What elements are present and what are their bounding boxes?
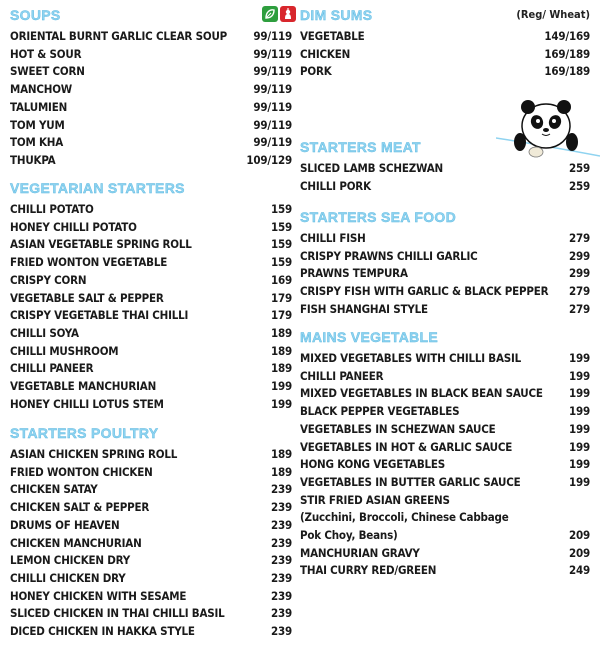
section-heading-soups: SOUPS: [10, 7, 61, 23]
menu-item-price: 199: [569, 386, 590, 401]
menu-item: [300, 456, 590, 473]
menu-item-price: 159: [271, 255, 292, 270]
menu-item-price: 99/119: [253, 64, 292, 79]
menu-item: [10, 272, 292, 289]
menu-item-name: ASIAN VEGETABLE SPRING ROLL: [10, 237, 192, 252]
menu-item: [10, 343, 292, 360]
menu-item: [10, 464, 292, 481]
menu-item: [10, 63, 292, 80]
menu-item: [10, 254, 292, 271]
menu-item-name: SWEET CORN: [10, 64, 85, 79]
menu-item: [300, 385, 590, 402]
menu-item-name: CHICKEN SALT & PEPPER: [10, 500, 150, 515]
menu-item: [10, 588, 292, 605]
menu-item-price: 189: [271, 343, 292, 358]
menu-item-price: 239: [271, 553, 292, 568]
section-heading-mains-vegetable: MAINS VEGETABLE: [300, 329, 439, 345]
dimsum-price-note: (Reg/ Wheat): [516, 8, 590, 21]
menu-item: [10, 481, 292, 498]
menu-item: [10, 236, 292, 253]
menu-item-price: 279: [569, 284, 590, 299]
menu-item-name: CHILLI CHICKEN DRY: [10, 570, 126, 585]
menu-item: [300, 46, 590, 63]
menu-item: [300, 439, 590, 456]
menu-item: [10, 517, 292, 534]
menu-item: [10, 360, 292, 377]
menu-item-price: 99/119: [253, 99, 292, 114]
diet-badges: [262, 6, 296, 22]
menu-item-name: VEGETABLES IN SCHEZWAN SAUCE: [300, 421, 496, 436]
menu-item-name: CHILLI POTATO: [10, 202, 94, 216]
menu-item-name: FRIED WONTON CHICKEN: [10, 464, 153, 479]
menu-item: [300, 248, 590, 265]
menu-item-price: 239: [271, 570, 292, 585]
menu-item-price: 169/189: [544, 46, 590, 61]
menu-item-price: 209: [569, 528, 590, 542]
menu-item-name: FISH SHANGHAI STYLE: [300, 301, 428, 316]
menu-item-price: 299: [569, 248, 590, 263]
menu-item-name: CHILLI PANEER: [300, 368, 384, 383]
menu-item-name: CHICKEN MANCHURIAN: [10, 535, 142, 550]
menu-item-price: 179: [271, 308, 292, 323]
menu-item-price: 239: [271, 606, 292, 621]
menu-item-name: HONG KONG VEGETABLES: [300, 457, 446, 472]
menu-item-name: MANCHURIAN GRAVY: [300, 545, 420, 560]
menu-item-price: 99/119: [253, 135, 292, 150]
menu-item-name: SLICED CHICKEN IN THAI CHILLI BASIL: [10, 606, 225, 621]
menu-item-name: TOM YUM: [10, 117, 65, 132]
menu-item: [300, 28, 590, 45]
menu-item: [10, 99, 292, 116]
chicken-icon: [280, 6, 296, 22]
menu-item-price: 259: [569, 178, 590, 193]
menu-item-name: HOT & SOUR: [10, 46, 82, 61]
menu-item-price: 159: [271, 202, 292, 216]
menu-item: [300, 474, 590, 491]
menu-item-price: 259: [569, 161, 590, 175]
menu-item-price: 279: [569, 231, 590, 245]
menu-item-name: HONEY CHICKEN WITH SESAME: [10, 588, 187, 603]
menu-item-price: 199: [569, 368, 590, 383]
menu-item-name: (Zucchini, Broccoli, Chinese Cabbage: [300, 510, 509, 525]
menu-item: [10, 623, 292, 640]
menu-item: [300, 421, 590, 438]
menu-item-name: CHICKEN: [300, 46, 351, 61]
menu-item-name: PORK: [300, 64, 332, 79]
menu-item: [10, 28, 292, 45]
menu-item-name: ORIENTAL BURNT GARLIC CLEAR SOUP: [10, 29, 228, 43]
menu-item-name: DICED CHICKEN IN HAKKA STYLE: [10, 624, 195, 638]
menu-item: [10, 396, 292, 413]
menu-item-price: 99/119: [253, 82, 292, 97]
menu-item-price: 109/129: [246, 152, 292, 167]
menu-item: [300, 350, 590, 367]
menu-item-name: CHILLI PORK: [300, 178, 371, 193]
menu-item: [10, 446, 292, 463]
menu-item: [10, 570, 292, 587]
menu-item-price: 99/119: [253, 117, 292, 132]
menu-item-name: VEGETABLE: [300, 29, 365, 43]
menu-item-name: VEGETABLE MANCHURIAN: [10, 379, 157, 393]
menu-item-price: 239: [271, 517, 292, 532]
menu-item-price: 169/189: [544, 64, 590, 79]
menu-item-price: 279: [569, 301, 590, 316]
menu-item: [300, 283, 590, 300]
menu-item-name: CRISPY CORN: [10, 272, 87, 287]
menu-item-price: 239: [271, 588, 292, 603]
menu-item-price: 199: [569, 421, 590, 436]
menu-item-price: 209: [569, 545, 590, 560]
menu-item: [300, 545, 590, 562]
menu-item-name: ASIAN CHICKEN SPRING ROLL: [10, 447, 178, 461]
menu-item-price: 199: [569, 439, 590, 454]
menu-item-name: STIR FRIED ASIAN GREENS: [300, 492, 450, 507]
menu-item: [10, 117, 292, 134]
menu-item-name: TALUMIEN: [10, 99, 68, 114]
menu-item-price: 239: [271, 535, 292, 550]
section-heading-dim-sums: DIM SUMS: [300, 7, 373, 23]
menu-item-name: MIXED VEGETABLES IN BLACK BEAN SAUCE: [300, 386, 543, 401]
menu-item-name: MANCHOW: [10, 82, 73, 97]
menu-item: [300, 368, 590, 385]
menu-item: [10, 134, 292, 151]
menu-item-name: TOM KHA: [10, 135, 64, 150]
menu-item-name: DRUMS OF HEAVEN: [10, 517, 120, 532]
menu-item-price: 249: [569, 563, 590, 578]
menu-item-price: 199: [569, 404, 590, 419]
menu-item-price: 189: [271, 447, 292, 461]
menu-item-name: FRIED WONTON VEGETABLE: [10, 255, 168, 270]
menu-item-price: 189: [271, 325, 292, 340]
section-heading-starters-sea-food: STARTERS SEA FOOD: [300, 209, 456, 225]
menu-item: [10, 307, 292, 324]
menu-item-price: 239: [271, 482, 292, 497]
menu-item-price: 99/119: [253, 29, 292, 43]
menu-item-name: BLACK PEPPER VEGETABLES: [300, 404, 460, 419]
menu-item-name: CHILLI FISH: [300, 231, 366, 245]
menu-item: [10, 219, 292, 236]
menu-item-name: CRISPY PRAWNS CHILLI GARLIC: [300, 248, 478, 263]
menu-item-name: VEGETABLES IN HOT & GARLIC SAUCE: [300, 439, 513, 454]
menu-item-name: LEMON CHICKEN DRY: [10, 553, 131, 568]
menu-item-price: 149/169: [544, 29, 590, 43]
menu-item-name: HONEY CHILLI LOTUS STEM: [10, 396, 164, 411]
menu-item-price: 179: [271, 290, 292, 305]
menu-item-price: 199: [271, 396, 292, 411]
menu-item-price: 239: [271, 624, 292, 638]
menu-item-name: Pok Choy, Beans): [300, 528, 398, 542]
menu-item-price: 199: [569, 474, 590, 489]
menu-item: [300, 63, 590, 80]
menu-item: [300, 301, 590, 318]
menu-item-name: THAI CURRY RED/GREEN: [300, 563, 437, 578]
menu-item: [10, 290, 292, 307]
menu-item-price: 99/119: [253, 46, 292, 61]
menu-item-name: PRAWNS TEMPURA: [300, 266, 408, 281]
menu-item-name: CHICKEN SATAY: [10, 482, 98, 497]
menu-item-price: 299: [569, 266, 590, 281]
menu-item: [300, 527, 590, 544]
menu-item: [10, 46, 292, 63]
section-heading-starters-meat: STARTERS MEAT: [300, 139, 421, 155]
menu-item-price: 199: [569, 351, 590, 365]
menu-item: [10, 499, 292, 516]
menu-item: [300, 230, 590, 247]
section-heading-vegetarian-starters: VEGETARIAN STARTERS: [10, 180, 185, 196]
menu-item-name: SLICED LAMB SCHEZWAN: [300, 161, 443, 175]
menu-item-name: CHILLI MUSHROOM: [10, 343, 119, 358]
menu-item: [10, 201, 292, 218]
menu-item-price: 189: [271, 464, 292, 479]
menu-item-price: 159: [271, 219, 292, 234]
menu-item: [300, 403, 590, 420]
menu-item: [300, 265, 590, 282]
menu-item-name: MIXED VEGETABLES WITH CHILLI BASIL: [300, 351, 522, 365]
menu-item: [10, 325, 292, 342]
menu-item: [10, 152, 292, 169]
menu-item-name: VEGETABLES IN BUTTER GARLIC SAUCE: [300, 474, 521, 489]
menu-item: [300, 178, 590, 195]
menu-item-price: 199: [569, 457, 590, 472]
menu-item-price: 239: [271, 500, 292, 515]
menu-item: [300, 492, 590, 509]
menu-item-price: 159: [271, 237, 292, 252]
section-heading-starters-poultry: STARTERS POULTRY: [10, 425, 159, 441]
menu-item: [10, 552, 292, 569]
menu-item-name: CRISPY FISH WITH GARLIC & BLACK PEPPER: [300, 284, 549, 299]
panda-icon: [496, 96, 600, 166]
menu-item: [10, 605, 292, 622]
menu-item-name: THUKPA: [10, 152, 56, 167]
menu-item-price: 199: [271, 379, 292, 393]
menu-item: [10, 378, 292, 395]
menu-item-name: CRISPY VEGETABLE THAI CHILLI: [10, 308, 189, 323]
menu-item-name: CHILLI SOYA: [10, 325, 79, 340]
menu-item: [300, 509, 590, 526]
menu-item-name: VEGETABLE SALT & PEPPER: [10, 290, 164, 305]
leaf-icon: [262, 6, 278, 22]
menu-item: [10, 535, 292, 552]
menu-item-price: 169: [271, 272, 292, 287]
menu-item: [10, 81, 292, 98]
menu-item-name: HONEY CHILLI POTATO: [10, 219, 137, 234]
menu-item-price: 189: [271, 361, 292, 376]
menu-item-name: CHILLI PANEER: [10, 361, 94, 376]
menu-item: [300, 562, 590, 579]
